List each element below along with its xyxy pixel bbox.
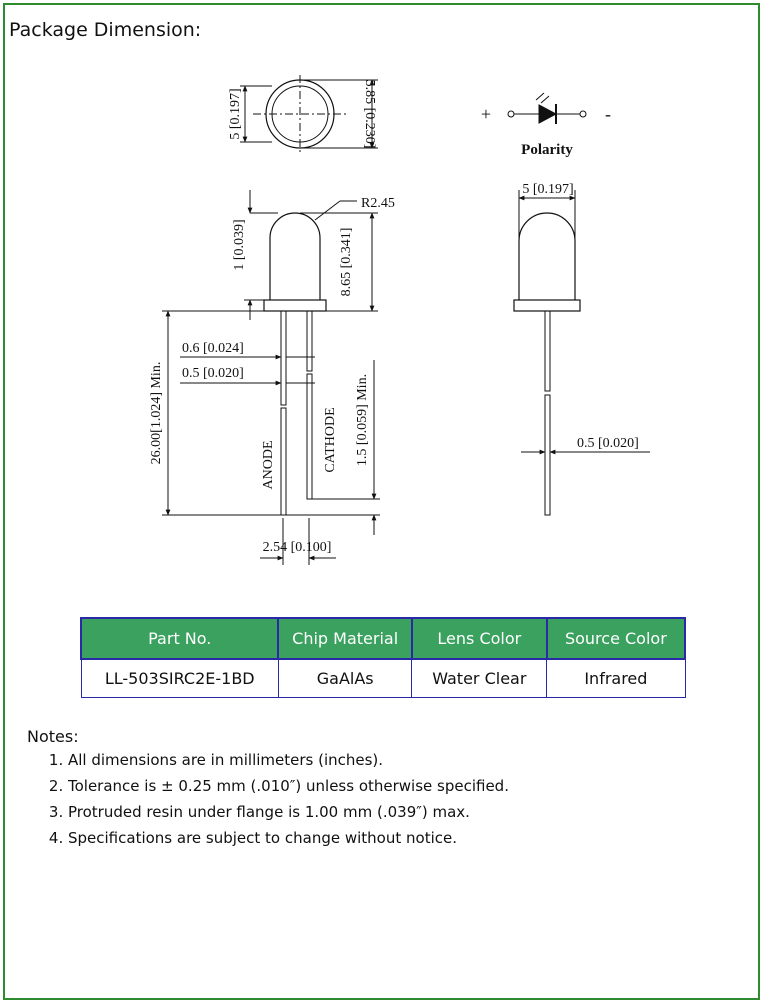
top-view — [240, 75, 378, 153]
notes-list — [20, 747, 509, 851]
dim-side-lead: 0.5 [0.020] — [577, 436, 639, 451]
note-item: 2. Tolerance is ± 0.25 mm (.010″) unless otherwise specified. — [68, 773, 509, 799]
cell-source-color: Infrared — [547, 659, 685, 698]
dim-pitch: 2.54 [0.100] — [262, 540, 332, 555]
spec-table — [80, 617, 686, 698]
dim-lens-top: 1 [0.039] — [232, 219, 247, 271]
header-source-color: Source Color — [547, 618, 685, 659]
dim-lead-width: 0.6 [0.024] — [182, 341, 244, 356]
dim-cathode-gap: 1.5 [0.059] Min. — [355, 373, 370, 467]
dim-flange-diameter: 5.85 [0.230] — [362, 79, 377, 149]
notes-title: Notes: — [27, 727, 79, 746]
dim-body-height: 8.65 [0.341] — [339, 227, 354, 297]
cell-part-no: LL-503SIRC2E-1BD — [81, 659, 278, 698]
side-view — [514, 190, 650, 515]
polarity-symbol — [508, 93, 586, 124]
dim-lead-thickness: 0.5 [0.020] — [182, 366, 244, 381]
note-item: 1. All dimensions are in millimeters (inches). — [68, 747, 509, 773]
table-row — [81, 659, 685, 698]
page-title: Package Dimension: — [9, 19, 202, 41]
cell-lens-color: Water Clear — [412, 659, 547, 698]
dim-radius: R2.45 — [361, 196, 395, 211]
label-anode: ANODE — [261, 440, 276, 490]
cell-chip-material: GaAlAs — [278, 659, 411, 698]
header-part-no: Part No. — [81, 618, 278, 659]
header-lens-color: Lens Color — [412, 618, 547, 659]
polarity-label: Polarity — [521, 142, 573, 158]
header-chip-material: Chip Material — [278, 618, 411, 659]
polarity-plus: + — [480, 104, 492, 124]
note-item: 3. Protruded resin under flange is 1.00 mm (.039″) max. — [68, 799, 509, 825]
label-cathode: CATHODE — [323, 407, 338, 473]
polarity-minus: - — [605, 104, 611, 124]
note-item: 4. Specifications are subject to change without notice. — [68, 825, 509, 851]
table-header-row — [81, 618, 685, 659]
dim-side-width: 5 [0.197] — [522, 182, 574, 197]
dim-lead-length: 26.00[1.024] Min. — [149, 361, 164, 465]
dim-top-diameter: 5 [0.197] — [228, 88, 243, 140]
